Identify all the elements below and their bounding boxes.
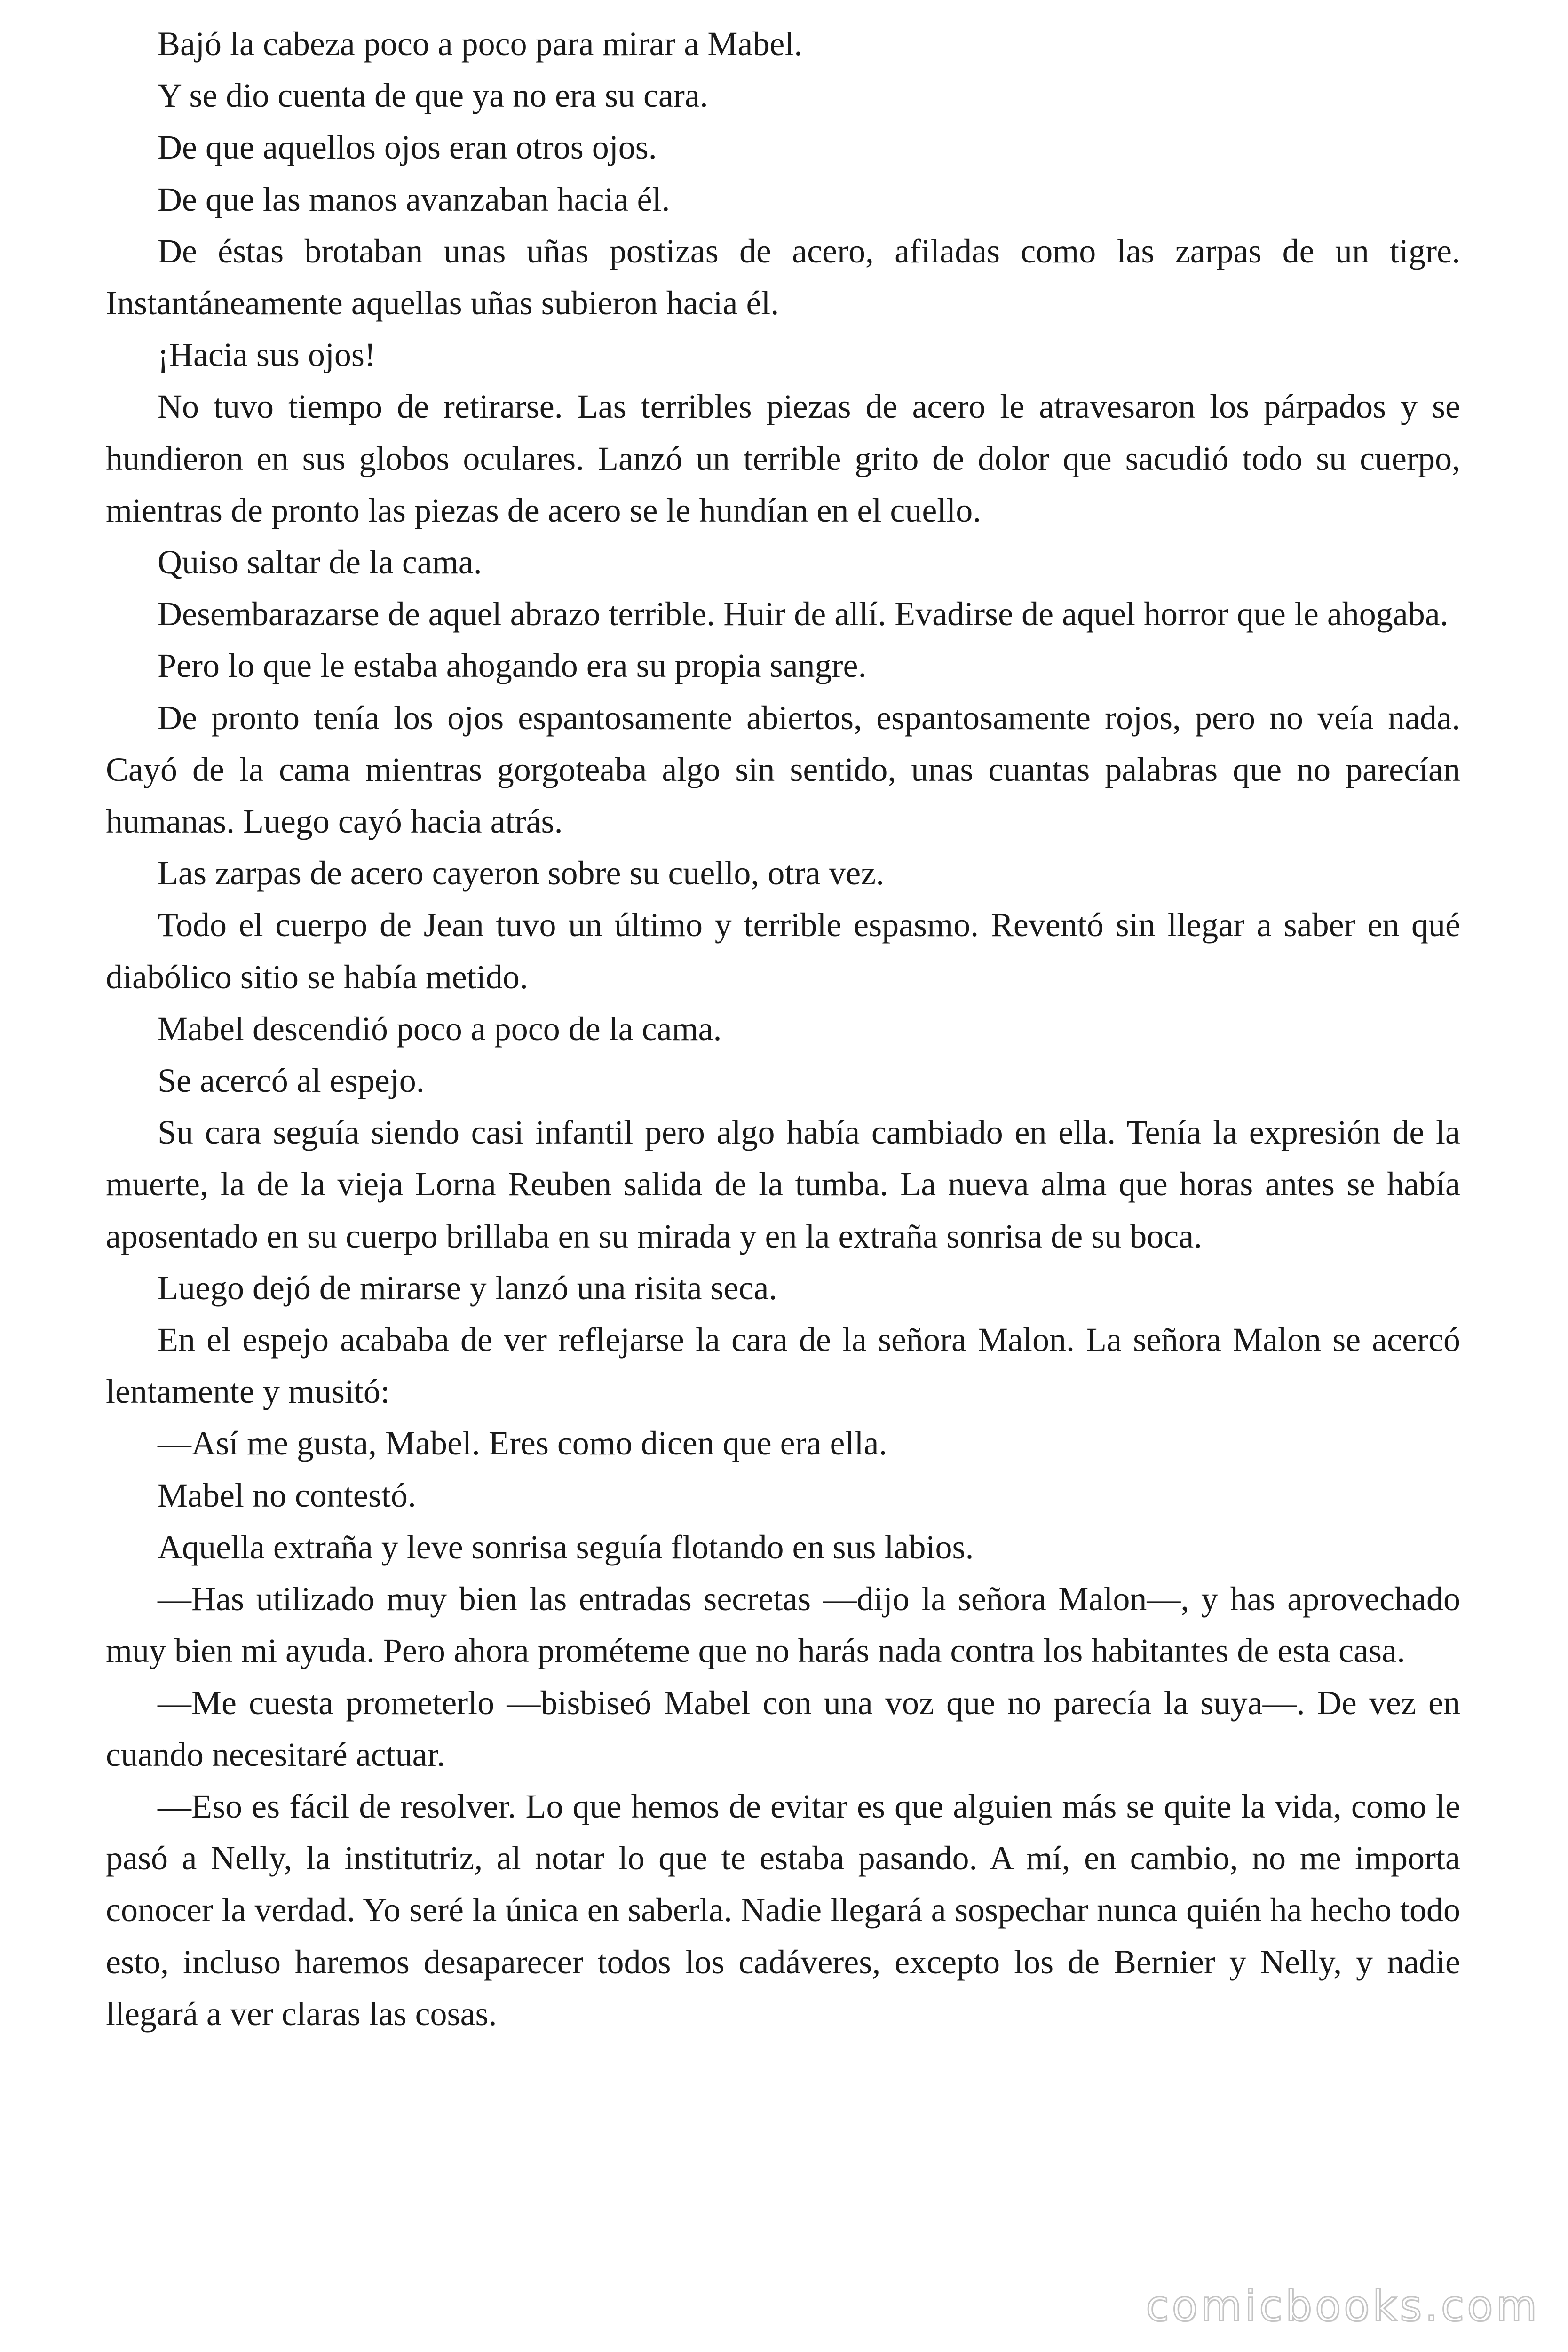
watermark: comicbooks.com bbox=[1146, 2281, 1540, 2331]
paragraph: ¡Hacia sus ojos! bbox=[158, 336, 376, 374]
paragraph: No tuvo tiempo de retirarse. Las terribles piezas de acero le atravesaron los párpados y se hundieron en sus globos oculares. Lanzó un terrible grito de dolor que sacudió todo su cuerpo, mientras de pronto las piezas de acero se le hundían en el cuello. bbox=[106, 388, 1460, 529]
paragraph: Su cara seguía siendo casi infantil pero algo había cambiado en ella. Tenía la expresión de la muerte, la de la vieja Lorna Reuben salida de la tumba. La nueva alma que horas antes se había aposentado en su cuerpo brillaba en su mirada y en la extraña sonrisa de su boca. bbox=[106, 1113, 1460, 1255]
paragraph: Mabel no contestó. bbox=[158, 1476, 416, 1514]
paragraph: Pero lo que le estaba ahogando era su propia sangre. bbox=[158, 647, 867, 685]
paragraph: Bajó la cabeza poco a poco para mirar a Mabel. bbox=[158, 25, 803, 63]
paragraph: Luego dejó de mirarse y lanzó una risita seca. bbox=[158, 1269, 777, 1307]
paragraph: Desembarazarse de aquel abrazo terrible. Huir de allí. Evadirse de aquel horror que le ahogaba. bbox=[158, 595, 1449, 633]
paragraph: —Has utilizado muy bien las entradas secretas —dijo la señora Malon—, y has aprovechado muy bien mi ayuda. Pero ahora prométeme que no harás nada contra los habitantes de esta casa. bbox=[106, 1580, 1460, 1670]
paragraph: De pronto tenía los ojos espantosamente abiertos, espantosamente rojos, pero no veía nada. Cayó de la cama mientras gorgoteaba algo sin sentido, unas cuantas palabras que no parecían humanas. Luego cayó hacia atrás. bbox=[106, 699, 1460, 841]
paragraph: Mabel descendió poco a poco de la cama. bbox=[158, 1009, 722, 1048]
body-text bbox=[106, 18, 1460, 2040]
paragraph: De que las manos avanzaban hacia él. bbox=[158, 180, 670, 218]
paragraph: Quiso saltar de la cama. bbox=[158, 543, 482, 581]
paragraph: Las zarpas de acero cayeron sobre su cuello, otra vez. bbox=[158, 854, 885, 892]
paragraph: Se acercó al espejo. bbox=[158, 1062, 425, 1100]
paragraph: Todo el cuerpo de Jean tuvo un último y terrible espasmo. Reventó sin llegar a saber en qué diabólico sitio se había metido. bbox=[106, 906, 1460, 996]
paragraph: —Eso es fácil de resolver. Lo que hemos de evitar es que alguien más se quite la vida, como le pasó a Nelly, la institutriz, al notar lo que te estaba pasando. A mí, en cambio, no me importa conocer la verdad. Yo seré la única en saberla. Nadie llegará a sospechar nunca quién ha hecho todo esto, incluso haremos desaparecer todos los cadáveres, excepto los de Bernier y Nelly, y nadie llegará a ver claras las cosas. bbox=[106, 1787, 1460, 2033]
paragraph: De que aquellos ojos eran otros ojos. bbox=[158, 128, 657, 167]
paragraph: —Me cuesta prometerlo —bisbiseó Mabel con una voz que no parecía la suya—. De vez en cuando necesitaré actuar. bbox=[106, 1684, 1460, 1773]
paragraph: De éstas brotaban unas uñas postizas de acero, afiladas como las zarpas de un tigre. Instantáneamente aquellas uñas subieron hacia él. bbox=[106, 232, 1460, 322]
paragraph: Y se dio cuenta de que ya no era su cara. bbox=[158, 77, 708, 115]
paragraph: En el espejo acababa de ver reflejarse la cara de la señora Malon. La señora Malon se acercó lentamente y musitó: bbox=[106, 1321, 1460, 1411]
paragraph: Aquella extraña y leve sonrisa seguía flotando en sus labios. bbox=[158, 1528, 974, 1566]
paragraph: —Así me gusta, Mabel. Eres como dicen que era ella. bbox=[158, 1424, 887, 1462]
